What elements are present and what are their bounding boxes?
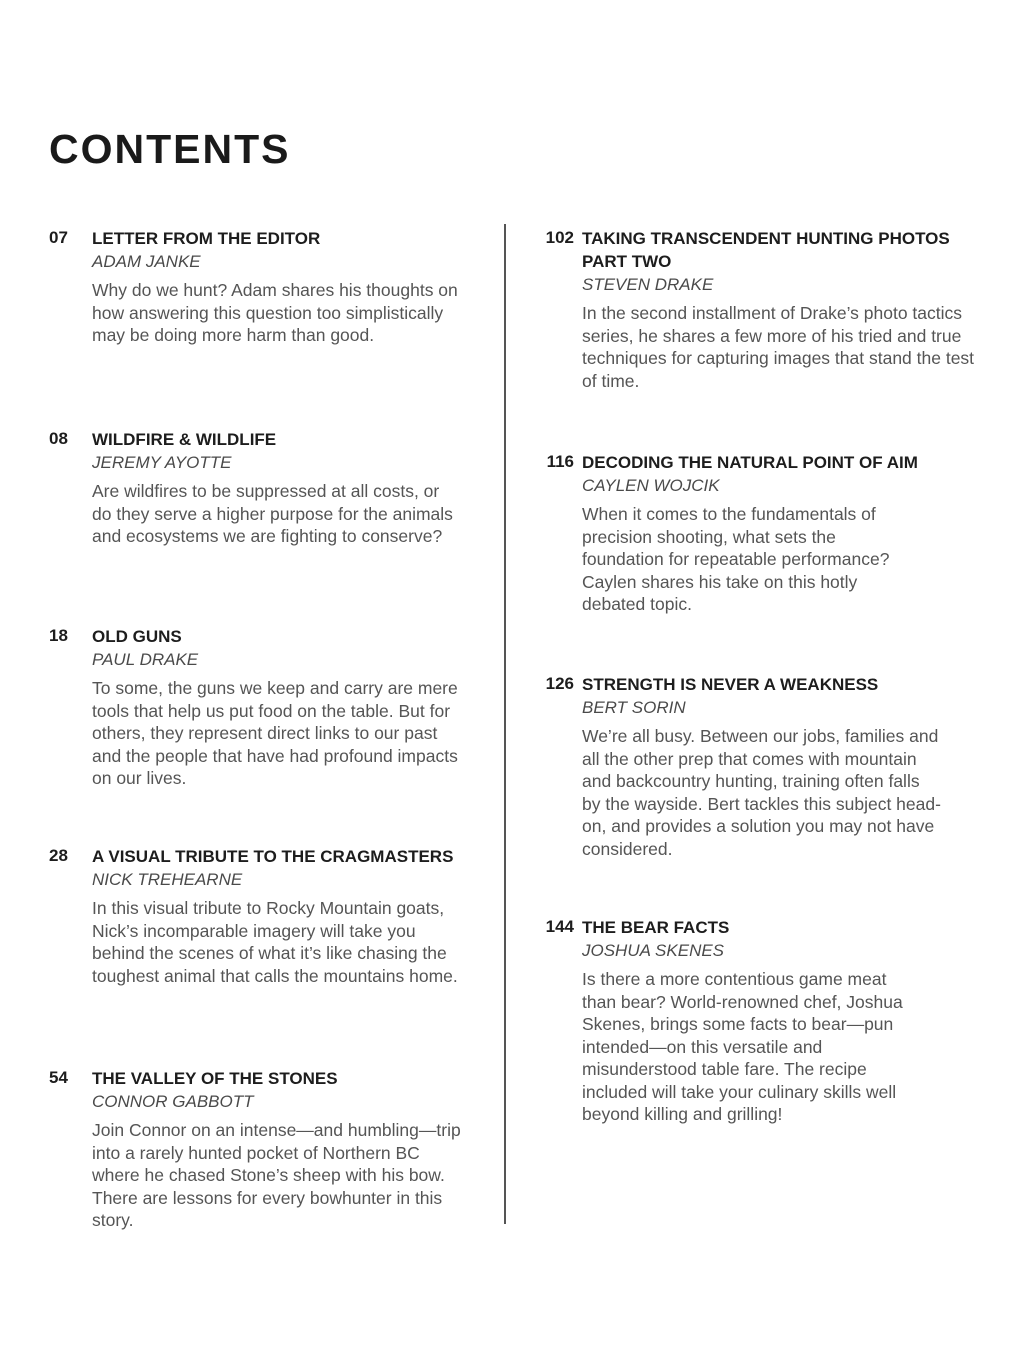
article-description: Is there a more contentious game meat than bear? World-renowned chef, Joshua Skenes, brings some facts to bear—pun intended—on this versatile and misunderstood table fare. The recipe included will take your culinary skills well beyond killing and grilling! — [582, 969, 903, 1124]
page-number: 28 — [49, 846, 68, 865]
toc-entry[interactable] — [49, 428, 462, 548]
article-title: TAKING TRANSCENDENT HUNTING PHOTOS PART TWO — [582, 229, 950, 271]
toc-entry[interactable] — [49, 227, 462, 347]
article-description: Join Connor on an intense—and humbling—trip into a rarely hunted pocket of Northern BC where he chased Stone’s sheep with his bow. There are lessons for every bowhunter in this story. — [92, 1120, 461, 1230]
page-number: 116 — [546, 452, 574, 471]
article-title: THE BEAR FACTS — [582, 918, 730, 937]
article-title: OLD GUNS — [92, 627, 182, 646]
article-description: In the second installment of Drake’s photo tactics series, he shares a few more of his tried and true techniques for capturing images that stand the test of time. — [582, 303, 975, 391]
article-author: STEVEN DRAKE — [582, 275, 714, 294]
article-description: In this visual tribute to Rocky Mountain goats, Nick’s incomparable imagery will take you behind the scenes of what it’s like chasing the toughest animal that calls the mountains home. — [92, 898, 458, 986]
page-number: 54 — [49, 1068, 68, 1087]
page-number: 08 — [49, 429, 68, 448]
article-description: We’re all busy. Between our jobs, families and all the other prep that comes with mountain and backcountry hunting, training often falls by the wayside. Bert tackles this subject head-on, and provides a solution you may not have considered. — [582, 726, 941, 859]
column-divider — [504, 224, 506, 1224]
page-number: 18 — [49, 626, 68, 645]
toc-entry[interactable] — [546, 451, 977, 616]
article-title: STRENGTH IS NEVER A WEAKNESS — [582, 675, 879, 694]
page-number: 126 — [545, 674, 574, 693]
toc-entry[interactable] — [49, 625, 462, 790]
toc-entry[interactable] — [49, 845, 462, 987]
article-description: Are wildfires to be suppressed at all costs, or do they serve a higher purpose for the animals and ecosystems we are fighting to conserve? — [92, 481, 453, 546]
article-description: Why do we hunt? Adam shares his thoughts on how answering this question too simplistically may be doing more harm than good. — [92, 280, 458, 345]
article-author: JOSHUA SKENES — [582, 941, 725, 960]
article-author: NICK TREHEARNE — [92, 870, 243, 889]
article-author: CONNOR GABBOTT — [92, 1092, 254, 1111]
toc-entry[interactable] — [545, 673, 977, 860]
article-author: PAUL DRAKE — [92, 650, 199, 669]
article-title: DECODING THE NATURAL POINT OF AIM — [582, 453, 918, 472]
article-title: LETTER FROM THE EDITOR — [92, 229, 321, 248]
article-description: When it comes to the fundamentals of precision shooting, what sets the foundation for repeatable performance? Caylen shares his take on this hotly debated topic. — [582, 504, 890, 614]
page-number: 07 — [49, 228, 68, 247]
article-author: ADAM JANKE — [92, 252, 201, 271]
article-author: BERT SORIN — [582, 698, 686, 717]
page-number: 144 — [545, 917, 574, 936]
article-title: WILDFIRE & WILDLIFE — [92, 430, 277, 449]
toc-entry[interactable] — [545, 227, 977, 392]
article-author: CAYLEN WOJCIK — [582, 476, 720, 495]
page-number: 102 — [545, 228, 574, 247]
page-title: CONTENTS — [49, 126, 291, 172]
article-description: To some, the guns we keep and carry are mere tools that help us put food on the table. But for others, they represent direct links to our past and the people that have had profound impacts on our lives. — [92, 678, 458, 788]
article-title: A VISUAL TRIBUTE TO THE CRAGMASTERS — [92, 847, 454, 866]
article-author: JEREMY AYOTTE — [92, 453, 232, 472]
article-title: THE VALLEY OF THE STONES — [92, 1069, 338, 1088]
toc-entry[interactable] — [545, 916, 977, 1126]
toc-entry[interactable] — [49, 1067, 462, 1232]
